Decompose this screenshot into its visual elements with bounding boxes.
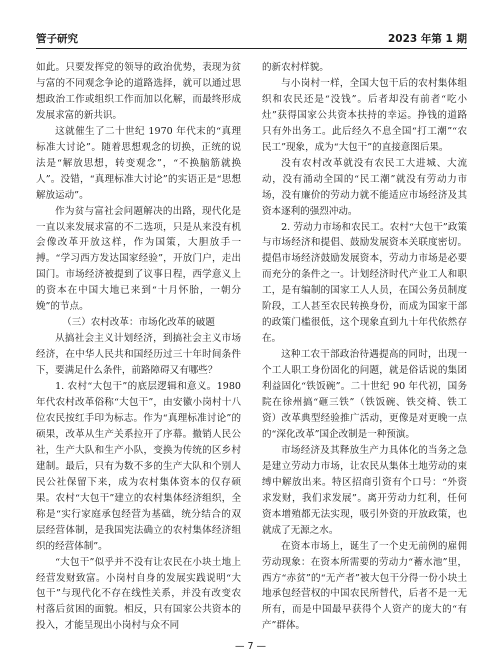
paragraph: 与小岗村一样，全国大包干后的农村集体组织和农民还是“没钱”。后者却没有前者“吃小灶”获得国家公共资本扶持的幸运。挣钱的道路只有外出务工。此后经久不息全国“打工潮”“农民工”现象，成为“大包干”的直接意图后果。: [262, 77, 467, 153]
paragraph: 的新农村样貌。: [262, 62, 329, 73]
paragraph: 从搞社会主义计划经济，到搞社会主义市场经济，在中华人民共和国经历过三十年时间条件下，要满足什么条件，前路障碍又有哪些？: [36, 333, 241, 377]
right-column: [262, 60, 467, 634]
paragraph: 这种工农干部政治待遇提高的同时，出现一个工人职工身份固化的问题，就是俗话说的集团利益固化“铁饭碗”。二十世纪 90 年代初，国务院在徐州搞“砸三铁”（铁饭碗、铁交椅、铁工资）改革典型经验推广活动，更像是对更晚一点的“深化改革”国企改制是一种预演。: [262, 349, 467, 440]
paragraph: 市场经济及其释放生产力具体化的当务之急是建立劳动力市场，让农民从集体土地劳动的束缚中解放出来。特区招商引资有个口号：“外资求发财，我们求发展”。离开劳动力红利，任何资本增殖都无法实现，吸引外资的开放政策，也就成了无源之水。: [262, 444, 467, 536]
page-number: — 7 —: [234, 641, 267, 652]
running-header: [36, 28, 467, 46]
paragraph: 如此。只要发挥党的领导的政治优势，表现为贫与富的不同观念争论的道路选择，就可以通过思想政治工作或组织工作而加以化解，而最终形成发展求富的新共识。: [36, 62, 241, 121]
journal-name: 管子研究: [36, 33, 78, 45]
paragraph: 作为贫与富社会问题解决的出路，现代化是一直以来发展求富的不二选项，只是从来没有机会像改革开放这样，作为国策，大胆放手一搏。“学习西方发达国家经验”，开放门户，走出国门。市场经济被提到了议事日程，西学意义上的资本在中国大地已来到“十月怀胎，一朝分娩”的节点。: [36, 205, 241, 313]
paragraph: 1. 农村“大包干”的底层逻辑和意义。1980 年代农村改革俗称“大包干”，由安徽小岗村十八位农民按红手印为标志。作为“真理标准讨论”的硕果，改革从生产关系拉开了序幕。撤销人民公社，生产大队和生产小队，变换为传统的区乡村建制。最后，只有为数不多的生产大队和个别人民公社保留下来，成为农村集体资本的仅存硕果。农村“大包干”建立的农村集体经济组织，全称是“实行家庭承包经营为基础，统分结合的双层经营体制，是我国宪法确立的农村集体经济组织的经营体制”。: [36, 381, 241, 552]
section-heading: （三）农村改革：市场化改革的破题: [62, 317, 215, 329]
header-rule: [36, 48, 467, 49]
paragraph: 这就催生了二十世纪 1970 年代末的“真理标准大讨论”。随着思想观念的切换，正统的说法是“解放思想，转变观念”，“不换脑筋就换人”。没错，“真理标准大讨论”的实语正是“思想解放运动”。: [36, 125, 241, 201]
paragraph: 在资本市场上，诞生了一个史无前例的雇佣劳动现象：在资本所需要的劳动力“蓄水池”里，西方“赤贫”的“无产者”被大包干分得一份小块土地承包经营权的中国农民所替代，后者不是一无所有，而是中国最早获得个人资产的庞大的“有产”群体。: [262, 540, 467, 632]
issue-label: 2023 年第 1 期: [388, 33, 467, 45]
paragraph: “大包干”似乎并不没有让农民在小块土地上经营发财致富。小岗村自身的发展实践说明“大包干”与现代化不存在线性关系，并没有改变农村落后贫困的面貌。相反，只有国家公共资本的投入，才能呈现出小岗村与众不同: [36, 556, 241, 632]
left-column: [36, 60, 241, 634]
paragraph: 2. 劳动力市场和农民工。农村“大包干”政策与市场经济和提倡、鼓励发展资本关联度密切。提倡市场经济鼓励发展资本，劳动力市场是必要而充分的条件之一。计划经济时代产业工人和职工，是有编制的国家工人人员，在国公务员制度阶段，工人甚至农民转换身份，而成为国家干部的政策门槛很低，这个现象直到九十年代依然存在。: [262, 221, 467, 345]
paragraph: 没有农村改革就没有农民工大进城、大流动，没有涌动全国的“民工潮”就没有劳动力市场，没有廉价的劳动力就不能适应市场经济及其资本逐利的强烈冲动。: [262, 157, 467, 217]
